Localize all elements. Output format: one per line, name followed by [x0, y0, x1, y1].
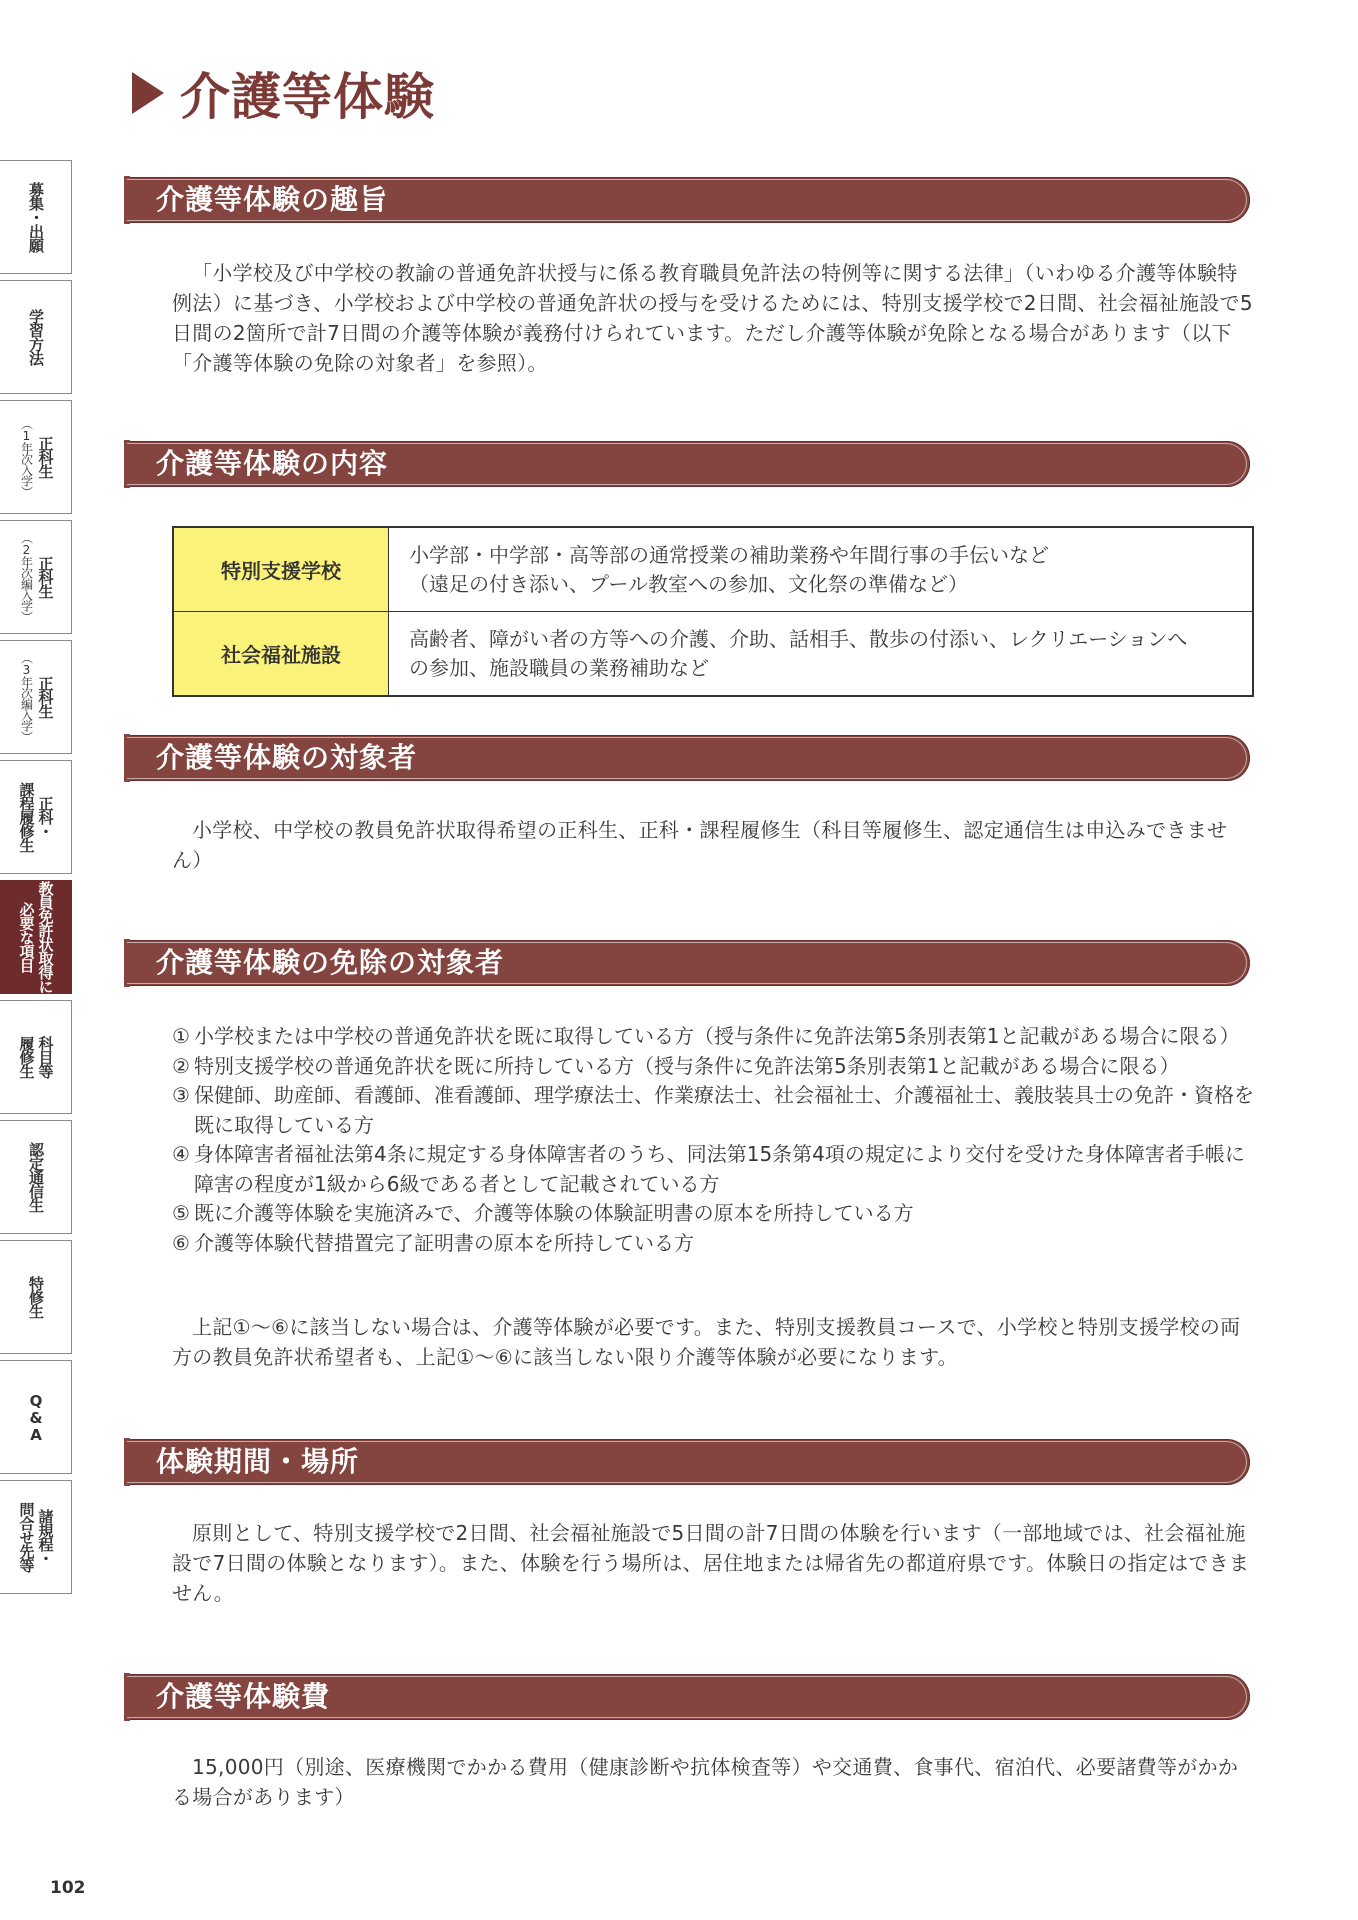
list-item-number: ③: [172, 1083, 190, 1107]
side-tab-4[interactable]: [0, 640, 72, 754]
list-item-number: ④: [172, 1142, 190, 1166]
section-header-fee: [128, 1674, 1250, 1720]
section-heading: 介護等体験費: [156, 1680, 331, 1713]
list-item: [172, 1081, 1254, 1140]
section-heading: 介護等体験の対象者: [156, 741, 418, 774]
section-header-content: [128, 441, 1250, 487]
side-tab-6[interactable]: [0, 880, 72, 994]
side-tab-label: 正科生: [36, 556, 55, 598]
side-tab-8[interactable]: [0, 1120, 72, 1234]
side-tab-label: 科目等: [36, 1036, 55, 1078]
table-row: [173, 527, 1253, 612]
side-tab-7[interactable]: [0, 1000, 72, 1114]
list-item-text: 介護等体験代替措置完了証明書の原本を所持している方: [194, 1230, 694, 1255]
side-tab-label: 教員免許状取得に: [36, 881, 55, 993]
list-item: [172, 1140, 1254, 1199]
section-heading: 介護等体験の趣旨: [156, 183, 389, 216]
list-item-text: 小学校または中学校の普通免許状を既に取得している方（授与条件に免許法第5条別表第1と記載がある場合に限る）: [194, 1024, 1240, 1048]
side-tab-label: 正科生: [36, 436, 55, 478]
purpose-paragraph: 「小学校及び中学校の教諭の普通免許状授与に係る教育職員免許法の特例等に関する法律」（いわゆる介護等体験特例法）に基づき、小学校および中学校の普通免許状の授与を受けるためには、特別支援学校で2日間、社会福祉施設で5日間の2箇所で計7日間の介護等体験が義務付けられています。ただし介護等体験が免除となる場合があります（以下「介護等体験の免除の対象者」を参照）。: [172, 261, 1253, 375]
side-tab-2[interactable]: [0, 400, 72, 514]
eligible-paragraph: 小学校、中学校の教員免許状取得希望の正科生、正科・課程履修生（科目等履修生、認定通信生は申込みできません）: [172, 818, 1228, 872]
side-tab-0[interactable]: [0, 160, 72, 274]
section-header-period: [128, 1439, 1250, 1485]
section-header-exempt: [128, 940, 1250, 986]
list-item-text: 特別支援学校の普通免許状を既に所持している方（授与条件に免許法第5条別表第1と記載がある場合に限る）: [194, 1053, 1180, 1078]
side-tab-label: 学習方法: [27, 309, 45, 365]
desc-line: 小学部・中学部・高等部の通常授業の補助業務や年間行事の手伝いなど: [409, 542, 1049, 567]
page-number: 102: [50, 1878, 86, 1898]
section-header-eligible: [128, 735, 1250, 781]
side-tab-label: 正科生: [36, 676, 55, 718]
table-row: [173, 612, 1253, 697]
side-tab-3[interactable]: [0, 520, 72, 634]
triangle-marker-icon: [132, 72, 164, 114]
list-item: [172, 1229, 1254, 1259]
side-tab-label: 問合せ先等: [17, 1502, 36, 1572]
side-tab-label: 募集・出願: [27, 182, 45, 252]
exempt-list: [172, 1022, 1254, 1258]
desc-line: の参加、施設職員の業務補助など: [409, 655, 709, 680]
list-item-number: ⑤: [172, 1201, 190, 1225]
table-desc-cell: [389, 612, 1254, 697]
content-table: [172, 526, 1254, 697]
side-tab-9[interactable]: [0, 1240, 72, 1354]
side-tab-label: 正科・: [36, 796, 55, 838]
list-item-text: 身体障害者福祉法第4条に規定する身体障害者のうち、同法第15条第4項の規定により交付を受けた身体障害者手帳に障害の程度が1級から6級である者として記載されている方: [194, 1142, 1245, 1196]
section-header-purpose: [128, 177, 1250, 223]
side-tab-label: 諸規程・: [36, 1509, 55, 1565]
side-tab-label: （3年次編入学）: [19, 652, 34, 742]
side-tab-5[interactable]: [0, 760, 72, 874]
list-item-text: 保健師、助産師、看護師、准看護師、理学療法士、作業療法士、社会福祉士、介護福祉士、義肢装具士の免許・資格を既に取得している方: [194, 1083, 1254, 1137]
table-label-cell: 社会福祉施設: [173, 612, 389, 697]
side-tab-label: 特修生: [27, 1276, 45, 1318]
desc-line: （遠足の付き添い、プール教室への参加、文化祭の準備など）: [409, 571, 968, 596]
side-tab-label: （2年次編入学）: [19, 532, 34, 622]
page-title: [132, 58, 435, 128]
list-item-number: ①: [172, 1024, 190, 1048]
period-paragraph: 原則として、特別支援学校で2日間、社会福祉施設で5日間の計7日間の体験を行います（一部地域では、社会福祉施設で7日間の体験となります）。また、体験を行う場所は、居住地または帰省先の都道府県です。体験日の指定はできません。: [172, 1521, 1250, 1605]
section-heading: 介護等体験の免除の対象者: [156, 946, 505, 979]
page-title-text: 介護等体験: [180, 68, 435, 126]
list-item-number: ⑥: [172, 1230, 190, 1255]
side-tab-label: 必要な項目: [17, 902, 36, 972]
section-heading: 体験期間・場所: [156, 1445, 360, 1478]
list-item-number: ②: [172, 1053, 190, 1078]
side-tab-label: 課程履修生: [17, 782, 36, 852]
list-item-text: 既に介護等体験を実施済みで、介護等体験の体験証明書の原本を所持している方: [194, 1201, 914, 1225]
side-tab-label: （1年次入学）: [19, 417, 34, 497]
list-item: [172, 1199, 1254, 1229]
side-tab-label: 認定通信生: [27, 1142, 45, 1212]
exempt-note: 上記①〜⑥に該当しない場合は、介護等体験が必要です。また、特別支援教員コースで、小学校と特別支援学校の両方の教員免許状希望者も、上記①〜⑥に該当しない限り介護等体験が必要になります。: [172, 1315, 1241, 1369]
section-heading: 介護等体験の内容: [156, 447, 389, 480]
side-tab-10[interactable]: [0, 1360, 72, 1474]
list-item: [172, 1052, 1254, 1082]
fee-paragraph: 15,000円（別途、医療機関でかかる費用（健康診断や抗体検査等）や交通費、食事代、宿泊代、必要諸費等がかかる場合があります）: [172, 1755, 1239, 1809]
side-tab-11[interactable]: [0, 1480, 72, 1594]
table-desc-cell: [389, 527, 1254, 612]
desc-line: 高齢者、障がい者の方等への介護、介助、話相手、散歩の付添い、レクリエーションへ: [409, 626, 1188, 651]
side-tab-label: 履修生: [17, 1036, 36, 1078]
table-label-cell: 特別支援学校: [173, 527, 389, 612]
side-tab-1[interactable]: [0, 280, 72, 394]
list-item: [172, 1022, 1254, 1052]
side-tab-label: Q&A: [27, 1391, 45, 1443]
